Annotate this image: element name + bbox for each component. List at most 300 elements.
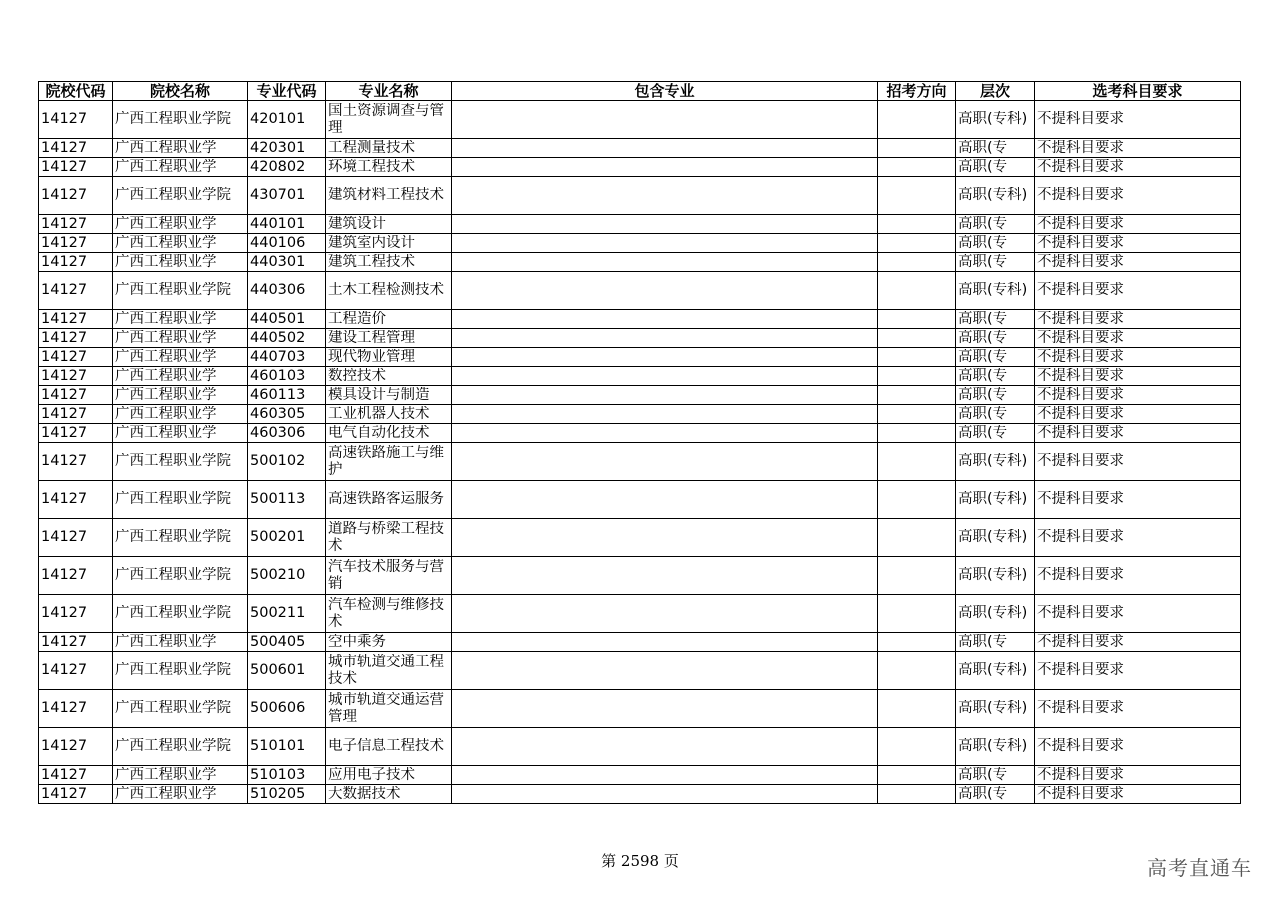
cell-school-name-text: 广西工程职业学 bbox=[115, 766, 217, 783]
cell-level-text: 高职(专科) bbox=[958, 567, 1028, 583]
cell-major-code-text: 500405 bbox=[250, 633, 306, 650]
cell-major-name-text: 建筑工程技术 bbox=[328, 253, 415, 270]
header-direction: 招考方向 bbox=[878, 82, 956, 101]
cell-school-code bbox=[39, 253, 113, 272]
cell-subject-requirement bbox=[1035, 557, 1241, 595]
cell-school-name-text: 广西工程职业学院 bbox=[115, 491, 231, 507]
cell-level-text: 高职(专科) bbox=[958, 111, 1028, 127]
cell-level bbox=[956, 557, 1035, 595]
cell-subject-requirement-text: 不提科目要求 bbox=[1037, 766, 1124, 783]
cell-included-majors-text bbox=[454, 235, 875, 252]
cell-direction-text bbox=[880, 254, 953, 271]
cell-direction bbox=[878, 272, 956, 310]
cell-direction bbox=[878, 443, 956, 481]
cell-level bbox=[956, 253, 1035, 272]
cell-direction-text bbox=[880, 311, 953, 328]
table-row bbox=[39, 443, 1241, 481]
cell-included-majors bbox=[452, 557, 878, 595]
cell-major-code bbox=[248, 652, 326, 690]
cell-major-name bbox=[326, 519, 452, 557]
cell-major-name bbox=[326, 386, 452, 405]
cell-subject-requirement bbox=[1035, 633, 1241, 652]
cell-level bbox=[956, 633, 1035, 652]
cell-school-name-text: 广西工程职业学院 bbox=[115, 453, 231, 469]
cell-level-text: 高职(专 bbox=[958, 424, 1008, 441]
cell-school-code-text: 14127 bbox=[41, 111, 88, 127]
cell-school-code-text: 14127 bbox=[41, 215, 88, 232]
cell-major-code-text: 510103 bbox=[250, 766, 306, 783]
cell-school-name-text: 广西工程职业学 bbox=[115, 139, 217, 156]
cell-subject-requirement bbox=[1035, 519, 1241, 557]
cell-included-majors-text bbox=[454, 140, 875, 157]
cell-direction-text bbox=[880, 368, 953, 385]
cell-subject-requirement bbox=[1035, 766, 1241, 785]
cell-level bbox=[956, 101, 1035, 139]
cell-subject-requirement bbox=[1035, 481, 1241, 519]
cell-major-name bbox=[326, 158, 452, 177]
cell-level-text: 高职(专 bbox=[958, 633, 1008, 650]
cell-major-name-text: 建设工程管理 bbox=[328, 329, 415, 346]
cell-subject-requirement-text: 不提科目要求 bbox=[1037, 158, 1124, 175]
cell-subject-requirement bbox=[1035, 329, 1241, 348]
cell-school-name bbox=[113, 158, 248, 177]
cell-level-text: 高职(专 bbox=[958, 139, 1008, 156]
cell-subject-requirement-text: 不提科目要求 bbox=[1037, 139, 1124, 156]
cell-major-code-text: 500210 bbox=[250, 567, 306, 583]
cell-included-majors bbox=[452, 177, 878, 215]
cell-subject-requirement-text: 不提科目要求 bbox=[1037, 367, 1124, 384]
cell-major-name-text: 汽车技术服务与营销 bbox=[328, 558, 444, 592]
cell-included-majors bbox=[452, 158, 878, 177]
cell-major-code-text: 440106 bbox=[250, 234, 306, 251]
cell-direction bbox=[878, 519, 956, 557]
cell-school-name-text: 广西工程职业学院 bbox=[115, 567, 231, 583]
cell-school-name bbox=[113, 348, 248, 367]
cell-level-text: 高职(专科) bbox=[958, 282, 1028, 298]
cell-level bbox=[956, 234, 1035, 253]
cell-included-majors-text bbox=[454, 254, 875, 271]
cell-subject-requirement bbox=[1035, 690, 1241, 728]
cell-school-code-text: 14127 bbox=[41, 348, 88, 365]
cell-major-code-text: 510205 bbox=[250, 785, 306, 802]
cell-school-name bbox=[113, 481, 248, 519]
cell-major-name bbox=[326, 557, 452, 595]
cell-school-code-text: 14127 bbox=[41, 234, 88, 251]
cell-subject-requirement bbox=[1035, 652, 1241, 690]
cell-school-code bbox=[39, 652, 113, 690]
cell-major-name-text: 高速铁路施工与维护 bbox=[328, 444, 444, 478]
cell-major-name bbox=[326, 253, 452, 272]
cell-major-code-text: 440301 bbox=[250, 253, 306, 270]
cell-included-majors bbox=[452, 329, 878, 348]
cell-level-text: 高职(专科) bbox=[958, 453, 1028, 469]
cell-level-text: 高职(专 bbox=[958, 158, 1008, 175]
cell-direction-text bbox=[880, 406, 953, 423]
cell-direction bbox=[878, 139, 956, 158]
cell-level-text: 高职(专 bbox=[958, 348, 1008, 365]
table-row bbox=[39, 329, 1241, 348]
cell-school-code-text: 14127 bbox=[41, 329, 88, 346]
cell-major-name bbox=[326, 652, 452, 690]
cell-major-name bbox=[326, 633, 452, 652]
table-row bbox=[39, 481, 1241, 519]
cell-school-name-text: 广西工程职业学 bbox=[115, 405, 217, 422]
cell-school-code bbox=[39, 367, 113, 386]
cell-subject-requirement bbox=[1035, 443, 1241, 481]
cell-subject-requirement bbox=[1035, 728, 1241, 766]
cell-subject-requirement bbox=[1035, 310, 1241, 329]
cell-subject-requirement-text: 不提科目要求 bbox=[1037, 491, 1124, 507]
cell-major-code-text: 420101 bbox=[250, 111, 306, 127]
cell-school-code bbox=[39, 310, 113, 329]
cell-major-code-text: 440306 bbox=[250, 282, 306, 298]
table-row bbox=[39, 557, 1241, 595]
cell-major-code bbox=[248, 177, 326, 215]
cell-subject-requirement bbox=[1035, 348, 1241, 367]
cell-school-code-text: 14127 bbox=[41, 491, 88, 507]
cell-school-code-text: 14127 bbox=[41, 605, 88, 621]
cell-major-name bbox=[326, 329, 452, 348]
page-number: 第 2598 页 bbox=[601, 852, 679, 870]
cell-major-name bbox=[326, 101, 452, 139]
cell-direction bbox=[878, 386, 956, 405]
cell-school-name-text: 广西工程职业学院 bbox=[115, 187, 231, 203]
table-row bbox=[39, 234, 1241, 253]
cell-subject-requirement-text: 不提科目要求 bbox=[1037, 405, 1124, 422]
cell-school-code-text: 14127 bbox=[41, 567, 88, 583]
cell-school-name bbox=[113, 234, 248, 253]
cell-major-name-text: 城市轨道交通工程技术 bbox=[328, 653, 444, 687]
cell-major-name-text: 土木工程检测技术 bbox=[328, 282, 444, 298]
cell-school-name bbox=[113, 386, 248, 405]
cell-included-majors bbox=[452, 690, 878, 728]
cell-major-code bbox=[248, 481, 326, 519]
cell-level-text: 高职(专科) bbox=[958, 662, 1028, 678]
cell-major-code-text: 500601 bbox=[250, 662, 306, 678]
table-row bbox=[39, 519, 1241, 557]
cell-direction bbox=[878, 310, 956, 329]
cell-school-name-text: 广西工程职业学 bbox=[115, 215, 217, 232]
cell-school-name bbox=[113, 557, 248, 595]
cell-school-code-text: 14127 bbox=[41, 253, 88, 270]
cell-subject-requirement bbox=[1035, 424, 1241, 443]
cell-level-text: 高职(专科) bbox=[958, 605, 1028, 621]
cell-direction bbox=[878, 690, 956, 728]
cell-school-code bbox=[39, 405, 113, 424]
cell-school-code-text: 14127 bbox=[41, 282, 88, 298]
cell-level bbox=[956, 310, 1035, 329]
cell-major-code-text: 440501 bbox=[250, 310, 306, 327]
cell-level-text: 高职(专 bbox=[958, 215, 1008, 232]
cell-level bbox=[956, 405, 1035, 424]
cell-school-name-text: 广西工程职业学 bbox=[115, 424, 217, 441]
cell-school-name bbox=[113, 177, 248, 215]
cell-subject-requirement bbox=[1035, 386, 1241, 405]
table-row bbox=[39, 728, 1241, 766]
cell-major-code-text: 420301 bbox=[250, 139, 306, 156]
cell-major-code-text: 430701 bbox=[250, 187, 306, 203]
cell-school-name-text: 广西工程职业学院 bbox=[115, 700, 231, 716]
cell-direction bbox=[878, 158, 956, 177]
cell-school-code bbox=[39, 728, 113, 766]
cell-school-code bbox=[39, 348, 113, 367]
cell-level bbox=[956, 519, 1035, 557]
table-row bbox=[39, 652, 1241, 690]
cell-major-name-text: 建筑设计 bbox=[328, 215, 386, 232]
cell-direction-text bbox=[880, 140, 953, 157]
cell-school-name-text: 广西工程职业学院 bbox=[115, 111, 231, 127]
cell-direction-text bbox=[880, 235, 953, 252]
cell-included-majors bbox=[452, 234, 878, 253]
cell-major-name bbox=[326, 785, 452, 804]
cell-major-name-text: 道路与桥梁工程技术 bbox=[328, 520, 444, 554]
table-row bbox=[39, 253, 1241, 272]
cell-included-majors-text bbox=[454, 634, 875, 651]
cell-school-name-text: 广西工程职业学院 bbox=[115, 662, 231, 678]
cell-school-name bbox=[113, 633, 248, 652]
cell-level-text: 高职(专科) bbox=[958, 738, 1028, 754]
cell-school-code bbox=[39, 595, 113, 633]
cell-subject-requirement-text: 不提科目要求 bbox=[1037, 453, 1124, 469]
cell-school-name-text: 广西工程职业学院 bbox=[115, 738, 231, 754]
cell-subject-requirement-text: 不提科目要求 bbox=[1037, 567, 1124, 583]
cell-level bbox=[956, 329, 1035, 348]
header-row bbox=[39, 82, 1241, 101]
table-row bbox=[39, 386, 1241, 405]
table-row bbox=[39, 215, 1241, 234]
cell-major-code-text: 460305 bbox=[250, 405, 306, 422]
cell-school-code-text: 14127 bbox=[41, 405, 88, 422]
cell-direction bbox=[878, 101, 956, 139]
cell-included-majors bbox=[452, 481, 878, 519]
cell-major-code bbox=[248, 386, 326, 405]
cell-direction bbox=[878, 253, 956, 272]
cell-major-code-text: 440502 bbox=[250, 329, 306, 346]
cell-major-name-text: 汽车检测与维修技术 bbox=[328, 596, 444, 630]
cell-major-name-text: 国土资源调查与管理 bbox=[328, 102, 444, 136]
cell-school-code bbox=[39, 690, 113, 728]
cell-school-code-text: 14127 bbox=[41, 453, 88, 469]
cell-major-name-text: 建筑室内设计 bbox=[328, 234, 415, 251]
cell-school-code bbox=[39, 272, 113, 310]
cell-major-name-text: 高速铁路客运服务 bbox=[328, 491, 444, 507]
cell-included-majors bbox=[452, 443, 878, 481]
table-body bbox=[39, 101, 1241, 804]
cell-direction-text bbox=[880, 767, 953, 784]
cell-major-code bbox=[248, 633, 326, 652]
cell-major-name-text: 建筑材料工程技术 bbox=[328, 187, 444, 203]
cell-included-majors bbox=[452, 766, 878, 785]
cell-school-name-text: 广西工程职业学 bbox=[115, 348, 217, 365]
cell-subject-requirement-text: 不提科目要求 bbox=[1037, 329, 1124, 346]
cell-direction bbox=[878, 557, 956, 595]
cell-major-code bbox=[248, 310, 326, 329]
cell-included-majors bbox=[452, 215, 878, 234]
cell-subject-requirement-text: 不提科目要求 bbox=[1037, 605, 1124, 621]
cell-school-code-text: 14127 bbox=[41, 386, 88, 403]
cell-direction bbox=[878, 595, 956, 633]
table-row bbox=[39, 690, 1241, 728]
cell-direction bbox=[878, 215, 956, 234]
table-row bbox=[39, 766, 1241, 785]
cell-school-name-text: 广西工程职业学 bbox=[115, 386, 217, 403]
table-row bbox=[39, 348, 1241, 367]
cell-major-name bbox=[326, 595, 452, 633]
cell-major-name-text: 模具设计与制造 bbox=[328, 386, 430, 403]
cell-major-name bbox=[326, 272, 452, 310]
cell-school-name bbox=[113, 690, 248, 728]
cell-direction bbox=[878, 177, 956, 215]
cell-subject-requirement bbox=[1035, 215, 1241, 234]
cell-subject-requirement bbox=[1035, 367, 1241, 386]
cell-major-code-text: 500102 bbox=[250, 453, 306, 469]
cell-level bbox=[956, 652, 1035, 690]
cell-major-code bbox=[248, 253, 326, 272]
cell-school-code bbox=[39, 443, 113, 481]
cell-included-majors bbox=[452, 101, 878, 139]
table-row bbox=[39, 158, 1241, 177]
cell-school-name bbox=[113, 405, 248, 424]
cell-major-name-text: 工业机器人技术 bbox=[328, 405, 430, 422]
cell-subject-requirement bbox=[1035, 253, 1241, 272]
cell-school-code-text: 14127 bbox=[41, 738, 88, 754]
cell-direction bbox=[878, 633, 956, 652]
cell-included-majors-text bbox=[454, 387, 875, 404]
cell-school-name bbox=[113, 253, 248, 272]
cell-included-majors bbox=[452, 785, 878, 804]
cell-level bbox=[956, 785, 1035, 804]
cell-major-code bbox=[248, 728, 326, 766]
table-row bbox=[39, 177, 1241, 215]
cell-school-code bbox=[39, 424, 113, 443]
cell-included-majors-text bbox=[454, 368, 875, 385]
cell-subject-requirement bbox=[1035, 234, 1241, 253]
cell-included-majors bbox=[452, 405, 878, 424]
cell-school-code bbox=[39, 557, 113, 595]
cell-level bbox=[956, 215, 1035, 234]
cell-major-name bbox=[326, 177, 452, 215]
cell-level-text: 高职(专科) bbox=[958, 187, 1028, 203]
cell-level-text: 高职(专 bbox=[958, 766, 1008, 783]
cell-school-code bbox=[39, 158, 113, 177]
cell-school-code-text: 14127 bbox=[41, 633, 88, 650]
cell-school-code bbox=[39, 234, 113, 253]
cell-direction-text bbox=[880, 216, 953, 233]
cell-level-text: 高职(专 bbox=[958, 367, 1008, 384]
cell-direction bbox=[878, 424, 956, 443]
header-major-name: 专业名称 bbox=[326, 82, 452, 101]
cell-included-majors bbox=[452, 728, 878, 766]
cell-major-name-text: 电子信息工程技术 bbox=[328, 738, 444, 754]
cell-major-code bbox=[248, 557, 326, 595]
cell-school-name-text: 广西工程职业学 bbox=[115, 310, 217, 327]
cell-direction bbox=[878, 766, 956, 785]
cell-level-text: 高职(专 bbox=[958, 253, 1008, 270]
cell-major-code bbox=[248, 215, 326, 234]
cell-school-name bbox=[113, 728, 248, 766]
cell-level bbox=[956, 595, 1035, 633]
cell-school-code-text: 14127 bbox=[41, 662, 88, 678]
cell-direction-text bbox=[880, 425, 953, 442]
cell-school-code-text: 14127 bbox=[41, 158, 88, 175]
cell-subject-requirement-text: 不提科目要求 bbox=[1037, 253, 1124, 270]
cell-major-name-text: 工程测量技术 bbox=[328, 139, 415, 156]
cell-level bbox=[956, 424, 1035, 443]
cell-subject-requirement bbox=[1035, 177, 1241, 215]
cell-major-code-text: 420802 bbox=[250, 158, 306, 175]
cell-included-majors bbox=[452, 367, 878, 386]
cell-major-code-text: 500113 bbox=[250, 491, 306, 507]
table-row bbox=[39, 310, 1241, 329]
cell-included-majors bbox=[452, 310, 878, 329]
cell-school-name bbox=[113, 272, 248, 310]
cell-school-code bbox=[39, 766, 113, 785]
cell-major-code bbox=[248, 424, 326, 443]
cell-subject-requirement-text: 不提科目要求 bbox=[1037, 310, 1124, 327]
cell-major-name bbox=[326, 405, 452, 424]
cell-major-name-text: 现代物业管理 bbox=[328, 348, 415, 365]
cell-subject-requirement bbox=[1035, 158, 1241, 177]
cell-major-code-text: 500606 bbox=[250, 700, 306, 716]
cell-school-code-text: 14127 bbox=[41, 139, 88, 156]
cell-school-code-text: 14127 bbox=[41, 367, 88, 384]
cell-school-name-text: 广西工程职业学院 bbox=[115, 605, 231, 621]
cell-school-code bbox=[39, 139, 113, 158]
cell-school-code bbox=[39, 785, 113, 804]
cell-school-name bbox=[113, 595, 248, 633]
cell-included-majors bbox=[452, 386, 878, 405]
cell-included-majors-text bbox=[454, 216, 875, 233]
cell-included-majors bbox=[452, 253, 878, 272]
table-row bbox=[39, 785, 1241, 804]
cell-major-name-text: 环境工程技术 bbox=[328, 158, 415, 175]
table-row bbox=[39, 139, 1241, 158]
cell-level-text: 高职(专 bbox=[958, 386, 1008, 403]
cell-major-code bbox=[248, 348, 326, 367]
cell-direction bbox=[878, 367, 956, 386]
cell-major-code bbox=[248, 329, 326, 348]
cell-major-name bbox=[326, 728, 452, 766]
cell-major-name bbox=[326, 215, 452, 234]
cell-school-name bbox=[113, 766, 248, 785]
cell-major-name-text: 大数据技术 bbox=[328, 785, 401, 802]
cell-major-name-text: 数控技术 bbox=[328, 367, 386, 384]
cell-major-name bbox=[326, 310, 452, 329]
cell-major-name-text: 电气自动化技术 bbox=[328, 424, 430, 441]
cell-school-name-text: 广西工程职业学 bbox=[115, 234, 217, 251]
cell-subject-requirement-text: 不提科目要求 bbox=[1037, 187, 1124, 203]
cell-level-text: 高职(专 bbox=[958, 310, 1008, 327]
cell-major-name bbox=[326, 367, 452, 386]
cell-included-majors-text bbox=[454, 311, 875, 328]
cell-direction bbox=[878, 728, 956, 766]
cell-school-name bbox=[113, 139, 248, 158]
table-row bbox=[39, 101, 1241, 139]
cell-major-code-text: 460113 bbox=[250, 386, 306, 403]
cell-school-name bbox=[113, 215, 248, 234]
cell-major-code bbox=[248, 367, 326, 386]
cell-major-code-text: 510101 bbox=[250, 738, 306, 754]
header-included-majors: 包含专业 bbox=[452, 82, 878, 101]
cell-included-majors bbox=[452, 424, 878, 443]
cell-subject-requirement bbox=[1035, 139, 1241, 158]
header-level: 层次 bbox=[956, 82, 1035, 101]
cell-school-name-text: 广西工程职业学院 bbox=[115, 282, 231, 298]
table-row bbox=[39, 367, 1241, 386]
cell-school-code-text: 14127 bbox=[41, 766, 88, 783]
cell-school-name bbox=[113, 367, 248, 386]
cell-major-name-text: 空中乘务 bbox=[328, 633, 386, 650]
